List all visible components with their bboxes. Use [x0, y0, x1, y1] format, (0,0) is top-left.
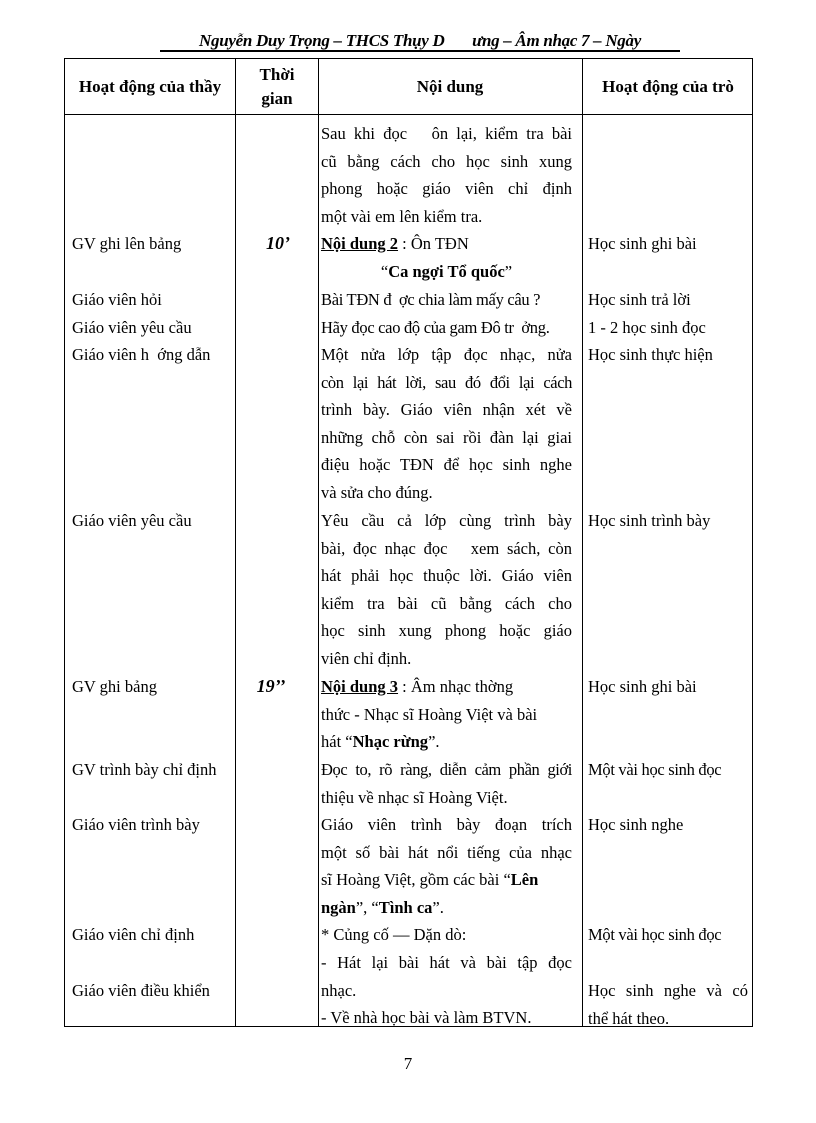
content-line: Đọc to, rõ ràng, diễn cảm phần giới [321, 760, 572, 779]
content-line: nhạc. [321, 980, 357, 1000]
teacher-activity: Giáo viên yêu cầu [72, 511, 192, 530]
content-line: còn lại hát lời, sau đó đổi lại cách [321, 372, 572, 392]
student-activity [588, 977, 748, 1032]
col-divider [582, 59, 583, 1026]
content-line: thiệu về nhạc sĩ Hoàng Việt. [321, 787, 508, 807]
student-activity: Một vài học sinh đọc [588, 925, 722, 944]
song-title: ngàn [321, 898, 356, 917]
content-line: - Về nhà học bài và làm BTVN. [321, 1008, 532, 1027]
teacher-activity: Giáo viên điều khiển [72, 981, 210, 1000]
song-title: Tình ca [378, 898, 433, 917]
content-line: một số bài hát nổi tiếng của nhạc [321, 842, 572, 862]
content-line [321, 728, 572, 756]
content-line: Sau khi đọc ôn lại, kiểm tra bài [321, 124, 572, 143]
part-2-label: Nội dung 2 [321, 234, 399, 253]
teacher-activity: Giáo viên chỉ định [72, 925, 195, 944]
lesson-table [64, 58, 753, 1027]
content-part-2 [321, 230, 572, 258]
content-line: viên chỉ định. [321, 648, 412, 668]
song-title-line [321, 258, 572, 286]
content-line: Giáo viên trình bày đoạn trích [321, 815, 572, 834]
student-activity: Học sinh ghi bài [588, 234, 697, 253]
quote-open: “ [380, 262, 389, 281]
student-activity: 1 - 2 học sinh đọc [588, 318, 706, 337]
time-value: 10’ [266, 233, 290, 253]
student-activity: Một vài học sinh đọc [588, 760, 722, 779]
teacher-activity: Giáo viên hỏi [72, 290, 162, 309]
content-part-3 [321, 673, 572, 701]
content-line: kiểm tra bài cũ bằng cách cho [321, 593, 572, 613]
content-line: Một nửa lớp tập đọc nhạc, nửa [321, 345, 572, 364]
header-rule [160, 50, 680, 52]
content-line: phong hoặc giáo viên chỉ định [321, 179, 572, 199]
content-line: Yêu cầu cả lớp cùng trình bày [321, 511, 572, 530]
content-review [321, 120, 572, 230]
teacher-activity: Giáo viên h ớng dẫn [72, 345, 211, 364]
part-3-label: Nội dung 3 [321, 677, 399, 696]
content-excerpt [321, 811, 572, 866]
teacher-activity: GV trình bày chỉ định [72, 760, 217, 779]
text: ”. [428, 732, 440, 751]
student-activity: Học sinh trả lời [588, 290, 691, 309]
content-line: một vài em lên kiểm tra. [321, 206, 483, 226]
text: hát “ [321, 732, 353, 751]
song-title: Ca ngợi Tổ quốc [388, 262, 505, 281]
content-presentation [321, 507, 572, 673]
song-title: Lên [510, 870, 539, 889]
quote-close: ” [504, 262, 513, 281]
content-line: và sửa cho đúng. [321, 482, 433, 502]
page-number: 7 [403, 1054, 413, 1073]
student-activity: Học sinh trình bày [588, 511, 711, 530]
time-value: 19’’ [256, 676, 286, 696]
content-line: học sinh xung phong hoặc giáo [321, 621, 572, 641]
part-2-title: : Ôn TĐN [398, 234, 469, 253]
content-summary-title: * Củng cố — Dặn dò: [321, 925, 467, 944]
content-practice [321, 341, 572, 507]
content-line: hát phải học thuộc lời. Giáo viên [321, 566, 572, 586]
teacher-activity: GV ghi lên bảng [72, 234, 182, 253]
content-question: Bài TĐN đ ợc chia làm mấy câu ? [321, 290, 541, 309]
content-line: Học sinh nghe và có [588, 981, 748, 1000]
content-reading [321, 756, 572, 811]
col-divider [318, 59, 319, 1026]
student-activity: Học sinh thực hiện [588, 345, 713, 364]
content-line [321, 866, 572, 894]
part-3-title: : Âm nhạc thờng [398, 677, 514, 696]
content-line: thức - Nhạc sĩ Hoàng Việt và bài [321, 705, 538, 724]
header-time: Thời gian [259, 64, 295, 108]
student-activity: Học sinh nghe [588, 815, 684, 834]
teacher-activity: Giáo viên yêu cầu [72, 318, 192, 337]
page-header: Nguyễn Duy Trọng – THCS Thụy D ưng – Âm nhạc 7 – Ngày [199, 31, 641, 50]
header-teacher-activity: Hoạt động của thầy [78, 77, 222, 96]
content-summary [321, 949, 572, 1004]
header-content: Nội dung [416, 77, 484, 96]
content-line: - Hát lại bài hát và bài tập đọc [321, 953, 572, 972]
song-title: Nhạc rừng [352, 732, 429, 751]
content-line [321, 894, 572, 922]
header-row-divider [65, 114, 752, 115]
content-line: cũ bằng cách cho học sinh xung [321, 151, 572, 171]
student-activity: Học sinh ghi bài [588, 677, 697, 696]
content-line: thể hát theo. [588, 1008, 670, 1028]
content-question: Hãy đọc cao độ của gam Đô tr ởng. [321, 318, 550, 337]
content-line: những chỗ còn sai rồi đàn lại giai [321, 427, 572, 447]
content-line: trình bày. Giáo viên nhận xét về [321, 400, 572, 420]
header-student-activity: Hoạt động của trò [602, 77, 734, 96]
teacher-activity: GV ghi bảng [72, 677, 157, 696]
teacher-activity: Giáo viên trình bày [72, 815, 200, 834]
text: ”. [432, 898, 444, 917]
text: sĩ Hoàng Việt, gồm các bài “ [321, 870, 511, 889]
text: ”, “ [355, 898, 379, 917]
col-divider [235, 59, 236, 1026]
content-line: bài, đọc nhạc đọc xem sách, còn [321, 538, 572, 558]
content-line: điệu hoặc TĐN để học sinh nghe [321, 455, 572, 475]
